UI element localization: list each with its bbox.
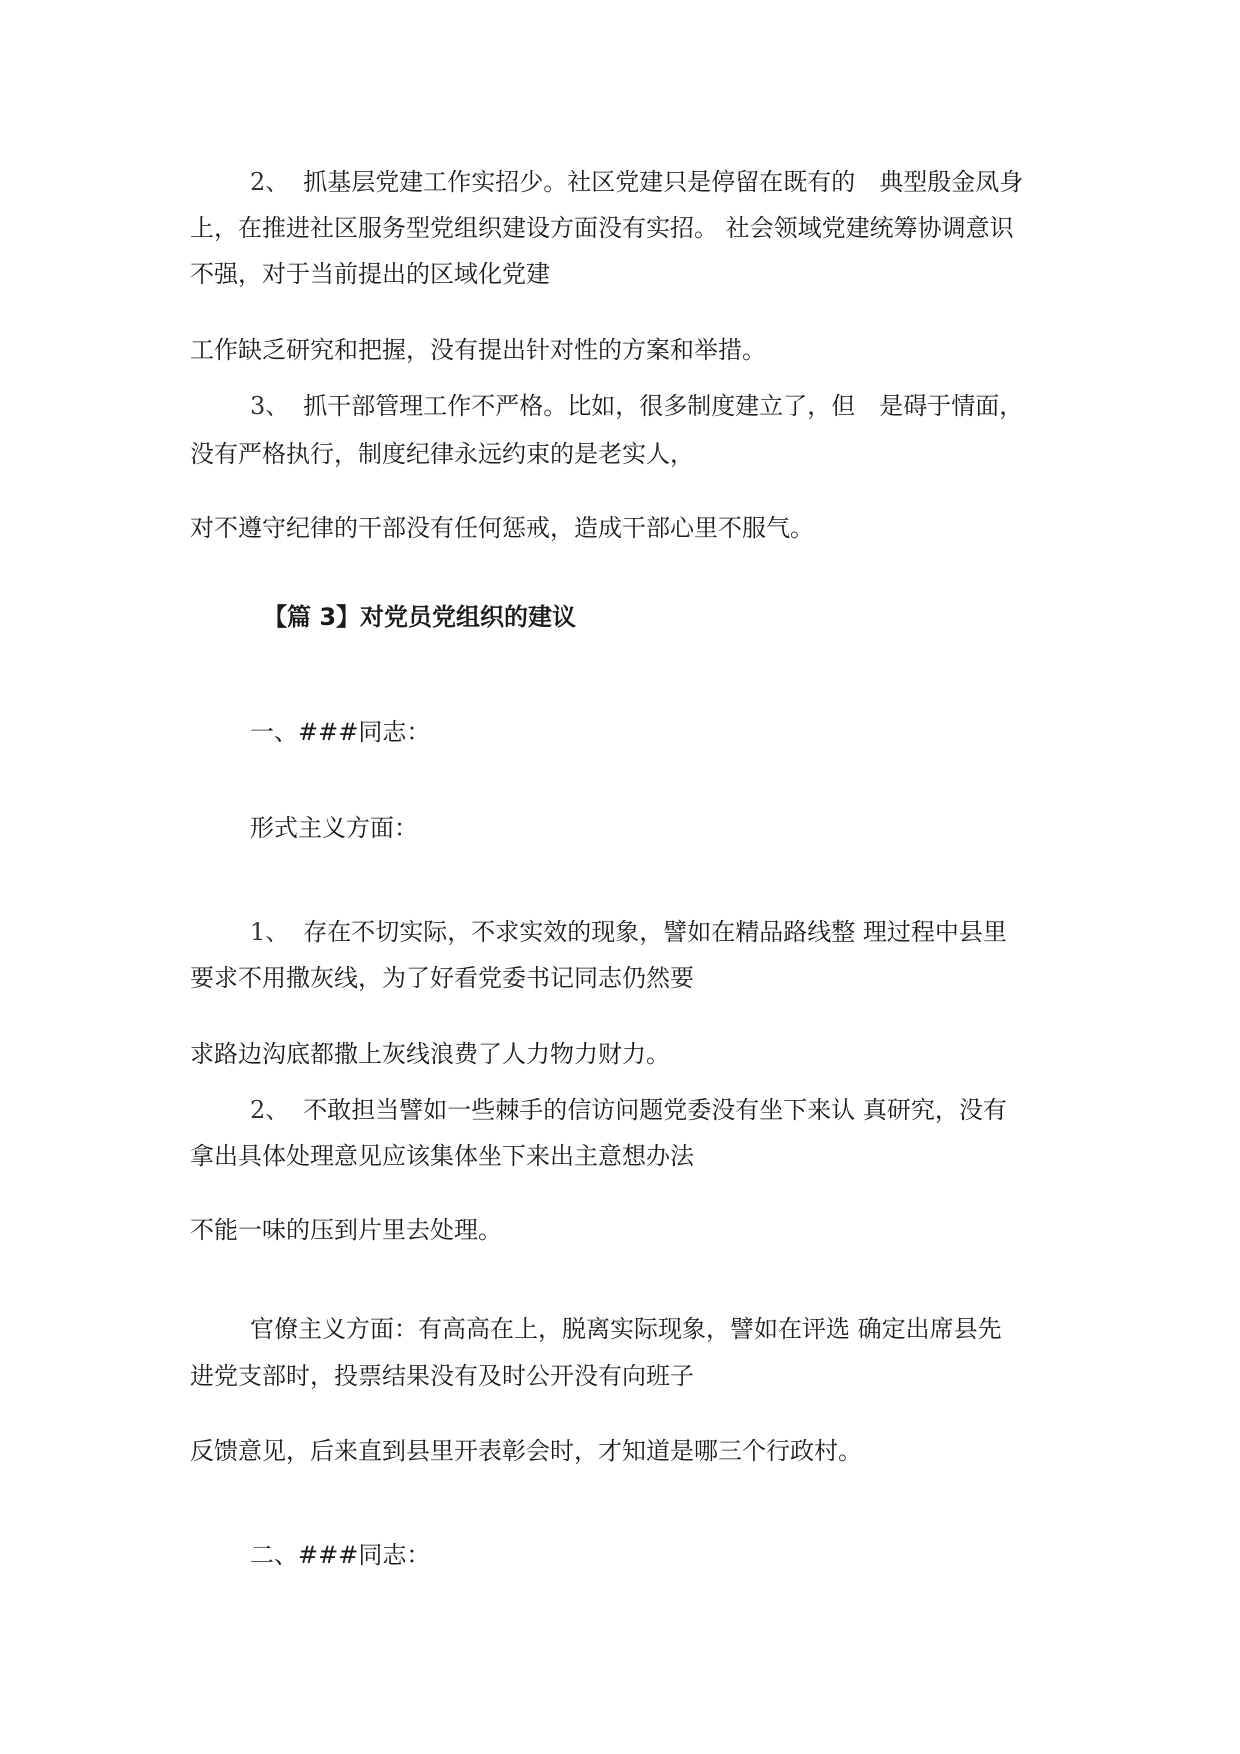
paragraph-text: 对不遵守纪律的干部没有任何惩戒，造成干部心里不服气。 <box>190 514 814 542</box>
paragraph-line <box>190 204 1070 253</box>
category-title-text: 形式主义方面： <box>250 814 418 842</box>
subsection-title <box>250 1531 1130 1580</box>
paragraph-line <box>190 1132 1070 1181</box>
paragraph-text: 上，在推进社区服务型党组织建设方面没有实招。 社会领域党建统筹协调意识 <box>190 214 1014 242</box>
paragraph-text: 不能一味的压到片里去处理。 <box>190 1216 502 1244</box>
paragraph-text: 不敢担当譬如一些棘手的信访问题党委没有坐下来认 真研究，没有 <box>303 1096 1007 1124</box>
item-number: 2、 <box>250 1096 290 1124</box>
paragraph-text: 抓基层党建工作实招少。社区党建只是停留在既有的 典型殷金凤身 <box>303 168 1024 196</box>
paragraph-line <box>190 1206 1070 1255</box>
category-title <box>250 804 1130 853</box>
paragraph-text: 反馈意见，后来直到县里开表彰会时，才知道是哪三个行政村。 <box>190 1437 862 1465</box>
paragraph-line <box>190 1030 1070 1079</box>
paragraph-line <box>190 430 1070 479</box>
subsection-title-text: 一、###同志： <box>250 718 431 746</box>
paragraph-line <box>190 954 1070 1003</box>
paragraph-line <box>250 382 1130 431</box>
subsection-title <box>250 708 1130 757</box>
item-number: 2、 <box>250 168 290 196</box>
item-number: 3、 <box>250 392 290 420</box>
paragraph-text: 要求不用撒灰线，为了好看党委书记同志仍然要 <box>190 964 694 992</box>
item-number: 1、 <box>250 918 290 946</box>
paragraph-text: 工作缺乏研究和把握，没有提出针对性的方案和举措。 <box>190 336 766 364</box>
paragraph-line <box>190 326 1070 375</box>
paragraph-text: 拿出具体处理意见应该集体坐下来出主意想办法 <box>190 1142 694 1170</box>
paragraph-text: 不强，对于当前提出的区域化党建 <box>190 260 550 288</box>
paragraph-line <box>190 1427 1070 1476</box>
section-heading: 【篇 3】对党员党组织的建议 <box>263 603 577 631</box>
paragraph-line <box>250 908 1130 957</box>
paragraph-line <box>250 158 1130 207</box>
subsection-title-text: 二、###同志： <box>250 1541 431 1569</box>
paragraph-text: 抓干部管理工作不严格。比如，很多制度建立了，但 是碍于情面， <box>303 392 1024 420</box>
paragraph-line <box>190 250 1070 299</box>
paragraph-line <box>250 1086 1130 1135</box>
paragraph-text: 存在不切实际，不求实效的现象，譬如在精品路线整 理过程中县里 <box>303 918 1007 946</box>
paragraph-text: 没有严格执行，制度纪律永远约束的是老实人， <box>190 440 694 468</box>
paragraph-line <box>250 1305 1130 1354</box>
paragraph-text: 官僚主义方面：有高高在上，脱离实际现象，譬如在评选 确定出席县先 <box>250 1315 1002 1343</box>
paragraph-line <box>190 1352 1070 1401</box>
paragraph-text: 求路边沟底都撒上灰线浪费了人力物力财力。 <box>190 1040 670 1068</box>
paragraph-text: 进党支部时，投票结果没有及时公开没有向班子 <box>190 1362 694 1390</box>
paragraph-line <box>190 504 1070 553</box>
